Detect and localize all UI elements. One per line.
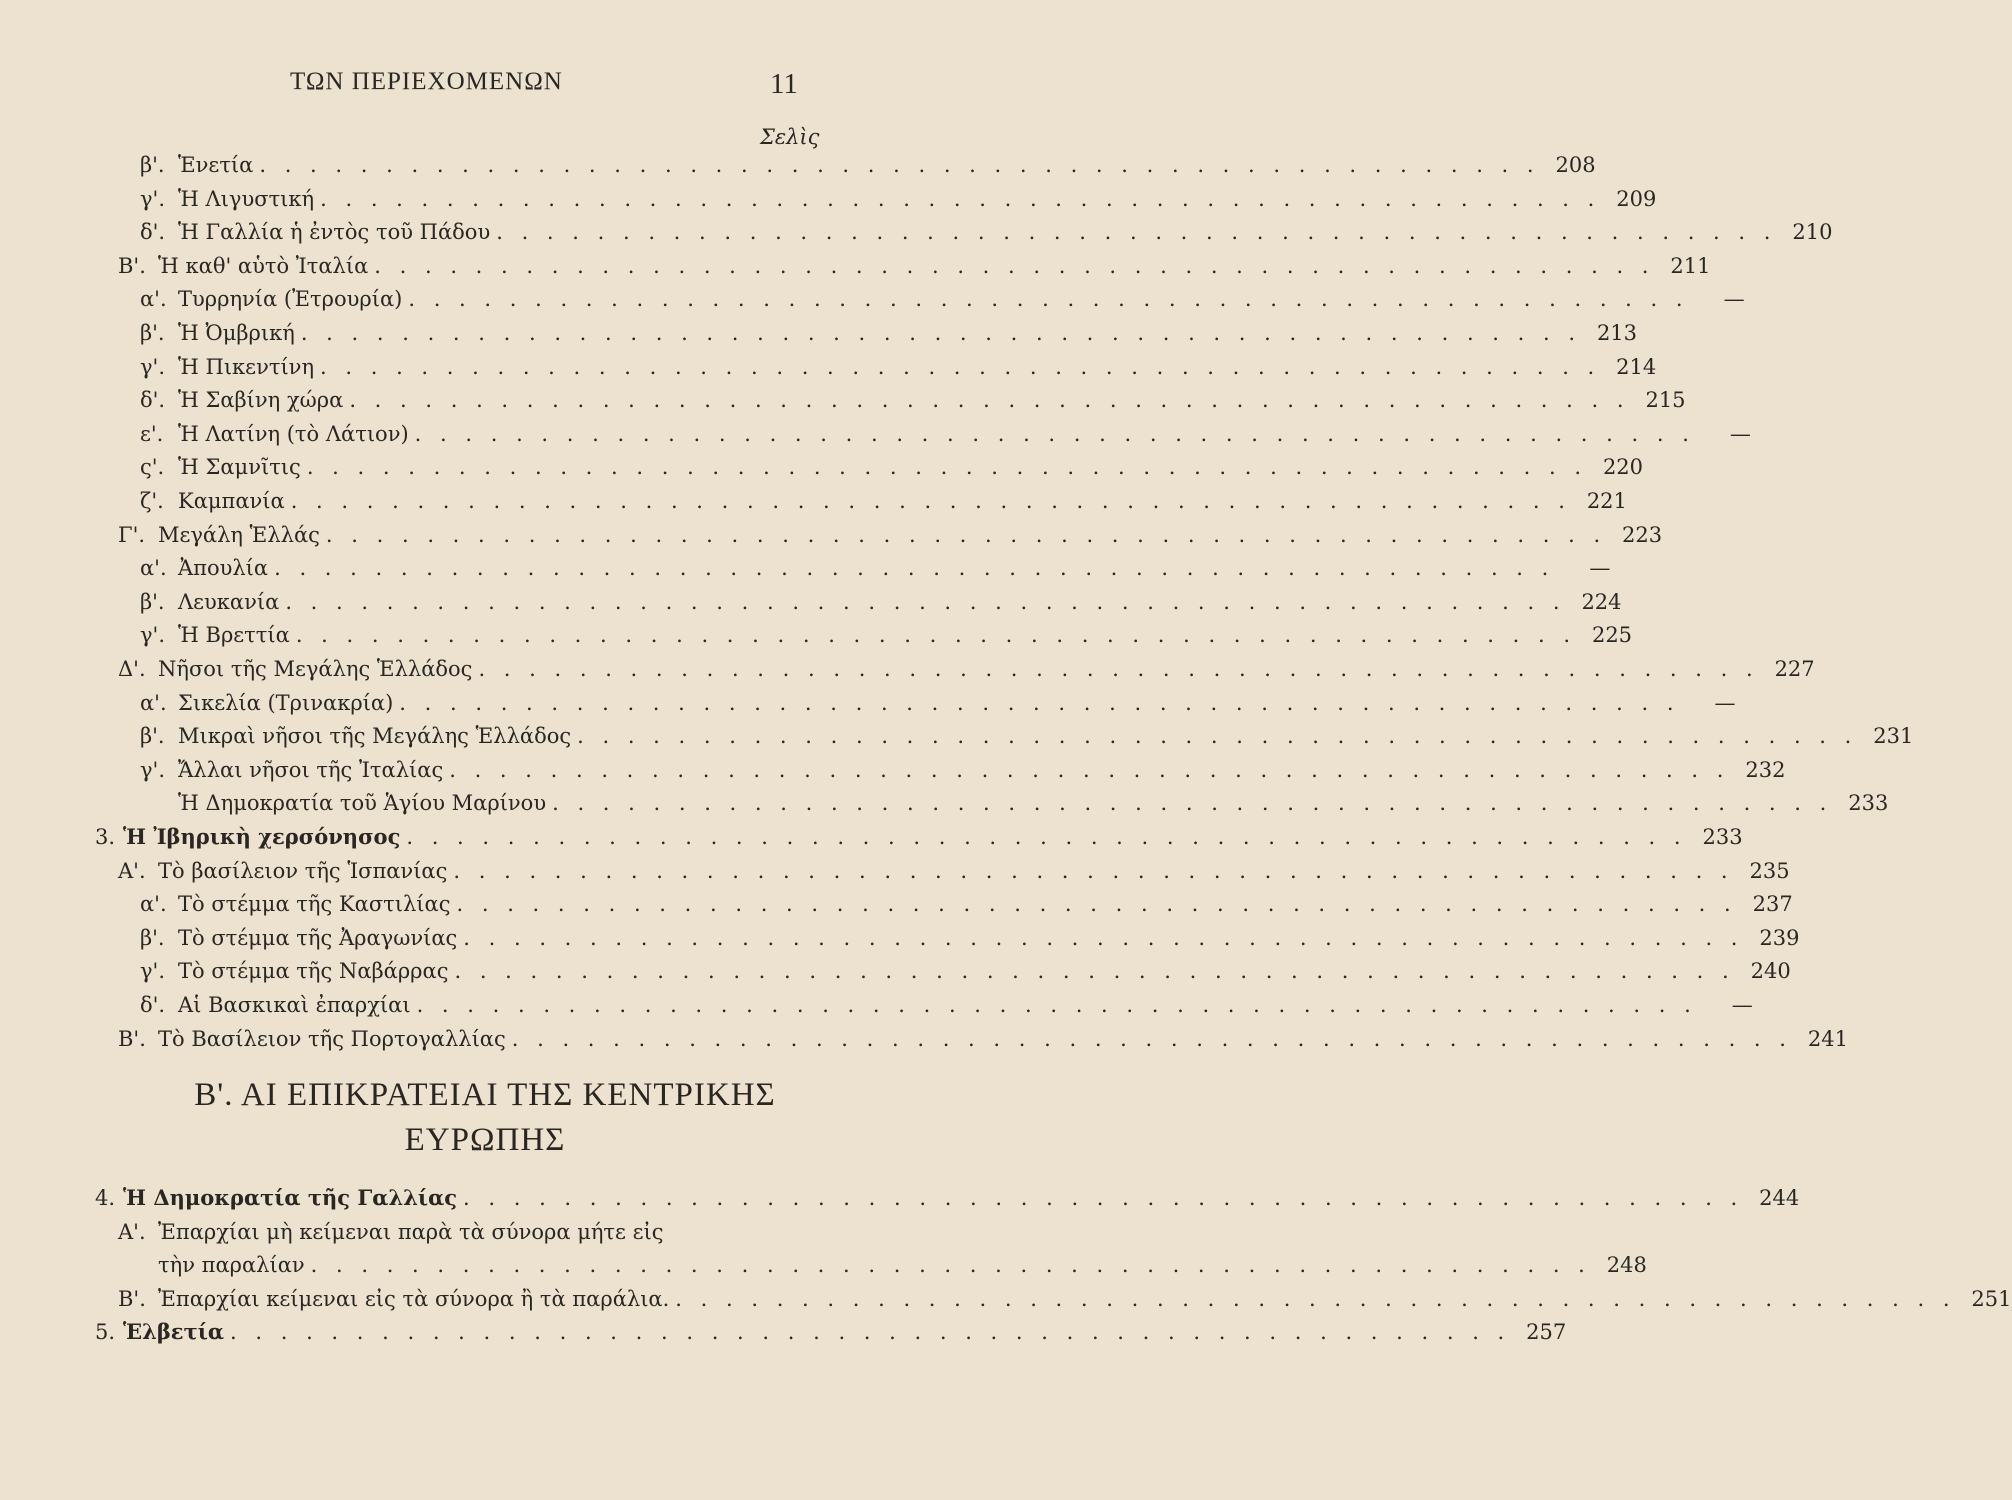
toc-entry xyxy=(118,1217,812,1247)
toc-entry-page: 214 xyxy=(1616,354,1657,379)
toc-entry-label: α'. xyxy=(140,287,167,312)
toc-entry-page: 225 xyxy=(1591,623,1633,648)
leader-dots: . . . . . . . . . . . . . . . . . . . . . . . . . . . . . . . . . . . . . . . . . . . . . . . . . . . xyxy=(295,623,1577,648)
toc-entry-title: Ἡ Δημοκρατία τῆς Γαλλίας xyxy=(123,1185,458,1210)
toc-entry xyxy=(140,217,1833,247)
toc-entry xyxy=(140,150,1596,180)
leader-dots: . . . . . . . . . . . . . . . . . . . . . . . . . . . . . . . . . . . . . . . . . . . . . . . . . . . xyxy=(511,1026,1792,1051)
toc-entry-title: Ἡ Βρεττία xyxy=(178,623,290,648)
toc-entry xyxy=(140,755,1786,785)
leader-dots: . . . . . . . . . . . . . . . . . . . . . . . . . . . . . . . . . . . . . . . . . . . . . . . . . . . xyxy=(349,388,1630,413)
toc-entry-page: 208 xyxy=(1555,153,1596,177)
toc-entry-title: Ἡ Σαμνῖτις xyxy=(178,455,301,480)
leader-dots: . . . . . . . . . . . . . . . . . . . . . . . . . . . . . . . . . . . . . . . . . . . . . . . . . . . xyxy=(496,220,1777,245)
toc-entry xyxy=(140,284,1745,314)
toc-entry-title: Ἡ Λιγυστική xyxy=(178,186,315,211)
toc-entry-label: Α'. xyxy=(118,858,146,883)
toc-entry xyxy=(140,889,1793,919)
toc-entry-title: Ἡ καθ' αὑτὸ Ἰταλία xyxy=(158,253,369,278)
toc-entry xyxy=(118,1284,2012,1314)
leader-dots: . . . . . . . . . . . . . . . . . . . . . . . . . . . . . . . . . . . . . . . . . . . . . . . . . . . xyxy=(463,1186,1744,1210)
toc-entry-title: Ἐπαρχίαι μὴ κείμεναι παρὰ τὰ σύνορα μήτε εἰς xyxy=(158,1219,664,1244)
leader-dots: . . . . . . . . . . . . . . . . . . . . . . . . . . . . . . . . . . . . . . . . . . . . . . . . . . . xyxy=(374,253,1655,278)
toc-entry-title: Τυρρηνία (Ἐτρουρία) xyxy=(178,287,403,312)
toc-entry-title: Τὸ στέμμα τῆς Ἀραγωνίας xyxy=(178,925,458,950)
toc-entry-page: 237 xyxy=(1752,892,1793,917)
toc-entry-label: 4. xyxy=(95,1186,116,1210)
toc-entry-page: 241 xyxy=(1807,1026,1848,1051)
toc-entry-label: Δ'. xyxy=(118,657,146,681)
leader-dots: . . . . . . . . . . . . . . . . . . . . . . . . . . . . . . . . . . . . . . . . . . . . . . . . . . . xyxy=(320,186,1601,211)
toc-entry xyxy=(118,520,1663,550)
leader-dots: . . . . . . . . . . . . . . . . . . . . . . . . . . . . . . . . . . . . . . . . . . . . . . . . . . . xyxy=(453,858,1734,883)
toc-entry-page: 224 xyxy=(1581,589,1622,614)
toc-entry-label: δ'. xyxy=(140,993,166,1017)
leader-dots: . . . . . . . . . . . . . . . . . . . . . . . . . . . . . . . . . . . . . . . . . . . . . . . . . . . xyxy=(320,354,1601,379)
toc-entry-label: δ'. xyxy=(140,220,166,245)
toc-entry-title: Νῆσοι τῆς Μεγάλης Ἑλλάδος xyxy=(158,657,473,681)
toc-entry-title: Τὸ Βασίλειον τῆς Πορτογαλλίας xyxy=(158,1026,506,1051)
section-title-line1: Β'. ΑΙ ΕΠΙΚΡΑΤΕΙΑΙ ΤΗΣ ΚΕΝΤΡΙΚΗΣ xyxy=(194,1077,776,1113)
toc-entry-page: 209 xyxy=(1616,186,1657,211)
leader-dots: . . . . . . . . . . . . . . . . . . . . . . . . . . . . . . . . . . . . . . . . . . . . . . . . . . . xyxy=(414,421,1695,446)
toc-entry-title: Ἡ Γαλλία ἡ ἐντὸς τοῦ Πάδου xyxy=(178,220,491,245)
leader-dots: . . . . . . . . . . . . . . . . . . . . . . . . . . . . . . . . . . . . . . . . . . . . . . . . . . . xyxy=(306,455,1588,480)
toc-entry-page: — xyxy=(1589,556,1611,581)
toc-entry xyxy=(95,1317,1567,1347)
toc-entry-label: 5. xyxy=(95,1320,116,1345)
toc-entry-label: β'. xyxy=(140,724,165,749)
toc-entry-page: 223 xyxy=(1622,522,1663,547)
toc-entry-title: Ἡ Δημοκρατία τοῦ Ἁγίου Μαρίνου xyxy=(178,791,547,816)
toc-entry-page: — xyxy=(1714,690,1736,715)
leader-dots: . . . . . . . . . . . . . . . . . . . . . . . . . . . . . . . . . . . . . . . . . . . . . . . . . . . xyxy=(463,925,1744,950)
leader-dots: . . . . . . . . . . . . . . . . . . . . . . . . . . . . . . . . . . . . . . . . . . . . . . . . . . . xyxy=(406,825,1687,849)
toc-entry-label: α'. xyxy=(140,690,167,715)
section-title-line2: ΕΥΡΩΠΗΣ xyxy=(404,1122,566,1158)
toc-entry-page: 235 xyxy=(1749,858,1790,883)
toc-entry-page: 215 xyxy=(1645,388,1686,413)
leader-dots: . . . . . . . . . . . . . . . . . . . . . . . . . . . . . . . . . . . . . . . . . . . . . . . . . . . xyxy=(399,690,1680,715)
toc-entry-label: β'. xyxy=(140,589,165,614)
toc-entry-page: 210 xyxy=(1792,220,1833,245)
toc-entry-title: Ἑλβετία xyxy=(123,1319,225,1345)
toc-entry-title: Λευκανία xyxy=(178,589,280,614)
toc-entry-page: 257 xyxy=(1526,1320,1567,1345)
leader-dots: . . . . . . . . . . . . . . . . . . . . . . . . . . . . . . . . . . . . . . . . . . . . . . . . . . . xyxy=(454,959,1735,984)
toc-entry xyxy=(118,251,1711,281)
toc-entry-page: 233 xyxy=(1848,791,1889,816)
page-column-header: Σελὶς xyxy=(760,125,820,149)
toc-entry-page: 233 xyxy=(1702,825,1743,849)
toc-entry xyxy=(140,452,1644,482)
toc-entry-page: 240 xyxy=(1750,959,1791,984)
toc-entry-title: Ἡ Λατίνη (τὸ Λάτιον) xyxy=(178,421,409,446)
running-title: ΤΩΝ ΠΕΡΙΕΧΟΜΕΝΩΝ xyxy=(290,68,563,95)
leader-dots: . . . . . . . . . . . . . . . . . . . . . . . . . . . . . . . . . . . . . . . . . . . . . . . . . . . xyxy=(416,993,1697,1017)
toc-entry-label: β'. xyxy=(140,321,165,345)
toc-entry xyxy=(118,856,1790,886)
toc-entry-label: β'. xyxy=(140,925,165,950)
toc-entry-page: 213 xyxy=(1596,321,1638,345)
leader-dots: . . . . . . . . . . . . . . . . . . . . . . . . . . . . . . . . . . . . . . . . . . . . . . . . . . . xyxy=(408,287,1689,312)
toc-entry-label: β'. xyxy=(140,153,165,177)
toc-entry-label: ε'. xyxy=(140,421,164,446)
toc-entry-title: Καμπανία xyxy=(178,489,285,513)
toc-entry-label: ς'. xyxy=(140,455,165,480)
toc-entry-label: γ'. xyxy=(140,623,165,648)
toc-entry-page: 232 xyxy=(1745,757,1786,782)
running-head xyxy=(0,68,937,108)
toc-entry-label: γ'. xyxy=(140,757,165,782)
toc-entry-title: Σικελία (Τρινακρία) xyxy=(178,690,394,715)
leader-dots: . . . . . . . . . . . . . . . . . . . . . . . . . . . . . . . . . . . . . . . . . . . . . . . . . . . xyxy=(577,724,1858,749)
toc-entry-label: α'. xyxy=(140,556,167,581)
toc-entry xyxy=(140,788,1889,818)
leader-dots: . . . . . . . . . . . . . . . . . . . . . . . . . . . . . . . . . . . . . . . . . . . . . . . . . . . xyxy=(300,321,1582,345)
leader-dots: . . . . . . . . . . . . . . . . . . . . . . . . . . . . . . . . . . . . . . . . . . . . . . . . . . . xyxy=(290,489,1571,513)
toc-entry-page: 251 xyxy=(1971,1286,2012,1311)
toc-entry-page: 211 xyxy=(1670,253,1711,278)
toc-entry-label: γ'. xyxy=(140,959,165,984)
toc-entry-label: γ'. xyxy=(140,186,165,211)
toc-entry-title: Μεγάλη Ἑλλάς xyxy=(158,522,320,547)
toc-entry xyxy=(140,385,1686,415)
toc-entry xyxy=(140,620,1633,650)
toc-entry-page: — xyxy=(1723,287,1745,312)
toc-entry-label: δ'. xyxy=(140,388,166,413)
toc-entry xyxy=(140,318,1638,348)
toc-entry-title: Ἡ Ἰβηρικὴ χερσόνησος xyxy=(123,824,401,849)
toc-entry xyxy=(140,721,1914,751)
leader-dots: . . . . . . . . . . . . . . . . . . . . . . . . . . . . . . . . . . . . . . . . . . . . . . . . . . . xyxy=(259,153,1540,177)
toc-entry-title: Μικραὶ νῆσοι τῆς Μεγάλης Ἑλλάδος xyxy=(178,724,572,749)
toc-entry-page: 231 xyxy=(1873,724,1914,749)
toc-entry-label: Β'. xyxy=(118,1286,146,1311)
leader-dots: . . . . . . . . . . . . . . . . . . . . . . . . . . . . . . . . . . . . . . . . . . . . . . . . . . . xyxy=(230,1320,1511,1345)
toc-entry xyxy=(140,587,1622,617)
toc-entry-page: 221 xyxy=(1586,489,1627,513)
toc-entry-title: Ἡ Σαβίνη χώρα xyxy=(178,388,344,413)
toc-entry-title: Αἱ Βασκικαὶ ἐπαρχίαι xyxy=(178,993,411,1017)
toc-entry xyxy=(95,1183,1800,1213)
toc-entry xyxy=(140,352,1657,382)
toc-entry-title: Ἡ Πικεντίνη xyxy=(178,354,315,379)
toc-entry-page: — xyxy=(1729,421,1751,446)
toc-entry xyxy=(140,956,1791,986)
leader-dots: . . . . . . . . . . . . . . . . . . . . . . . . . . . . . . . . . . . . . . . . . . . . . . . . . . . xyxy=(675,1286,1956,1311)
toc-entry-title: Τὸ στέμμα τῆς Ναβάρρας xyxy=(178,959,449,984)
toc-entry-label: Β'. xyxy=(118,253,146,278)
toc-entry-title: Ἄλλαι νῆσοι τῆς Ἰταλίας xyxy=(178,757,444,782)
toc-entry xyxy=(95,822,1743,852)
toc-entry xyxy=(140,688,1736,718)
toc-entry xyxy=(150,1250,1647,1280)
leader-dots: . . . . . . . . . . . . . . . . . . . . . . . . . . . . . . . . . . . . . . . . . . . . . . . . . . . xyxy=(552,791,1833,816)
toc-entry-page: 248 xyxy=(1606,1253,1647,1278)
leader-dots: . . . . . . . . . . . . . . . . . . . . . . . . . . . . . . . . . . . . . . . . . . . . . . . . . . . xyxy=(325,522,1607,547)
toc-entry xyxy=(140,486,1627,516)
toc-entry-label: 3. xyxy=(95,825,116,849)
toc-entry-page: — xyxy=(1731,993,1753,1017)
toc-entry-page: 220 xyxy=(1602,455,1644,480)
toc-entry-title: Τὸ βασίλειον τῆς Ἱσπανίας xyxy=(158,858,448,883)
toc-entry xyxy=(140,553,1611,583)
page-number: 11 xyxy=(770,68,798,100)
toc-entry-title: Ἡ Ὀμβρική xyxy=(178,321,295,345)
toc-entry-label: α'. xyxy=(140,892,167,917)
toc-entry-label: Β'. xyxy=(118,1026,146,1051)
toc-entry-label: γ'. xyxy=(140,354,165,379)
leader-dots: . . . . . . . . . . . . . . . . . . . . . . . . . . . . . . . . . . . . . . . . . . . . . . . . . . . xyxy=(478,657,1759,681)
toc-entry xyxy=(140,990,1753,1020)
toc-entry xyxy=(140,184,1657,214)
toc-entry xyxy=(118,654,1815,684)
toc-entry-title: Τὸ στέμμα τῆς Καστιλίας xyxy=(178,892,451,917)
toc-entry xyxy=(118,1024,1848,1054)
leader-dots: . . . . . . . . . . . . . . . . . . . . . . . . . . . . . . . . . . . . . . . . . . . . . . . . . . . xyxy=(274,556,1555,581)
leader-dots: . . . . . . . . . . . . . . . . . . . . . . . . . . . . . . . . . . . . . . . . . . . . . . . . . . . xyxy=(456,892,1737,917)
toc-entry-page: 244 xyxy=(1759,1186,1800,1210)
toc-entry-title: Ἑνετία xyxy=(178,153,254,177)
leader-dots: . . . . . . . . . . . . . . . . . . . . . . . . . . . . . . . . . . . . . . . . . . . . . . . . . . . xyxy=(449,757,1730,782)
toc-entry-label: ζ'. xyxy=(140,489,164,513)
toc-entry-label: Α'. xyxy=(118,1219,146,1244)
leader-dots: . . . . . . . . . . . . . . . . . . . . . . . . . . . . . . . . . . . . . . . . . . . . . . . . . . . xyxy=(310,1253,1591,1278)
toc-entry-title: τὴν παραλίαν xyxy=(158,1253,305,1278)
toc-entry-title: Ἐπαρχίαι κείμεναι εἰς τὰ σύνορα ἢ τὰ παράλια. xyxy=(158,1286,670,1311)
toc-entry-page: 239 xyxy=(1759,925,1800,950)
toc-entry xyxy=(140,923,1800,953)
toc-entry-title: Ἀπουλία xyxy=(178,556,269,581)
toc-entry-page: 227 xyxy=(1774,657,1815,681)
toc-entry-label: Γ'. xyxy=(118,522,146,547)
toc-entry xyxy=(140,419,1751,449)
leader-dots: . . . . . . . . . . . . . . . . . . . . . . . . . . . . . . . . . . . . . . . . . . . . . . . . . . . xyxy=(285,589,1566,614)
